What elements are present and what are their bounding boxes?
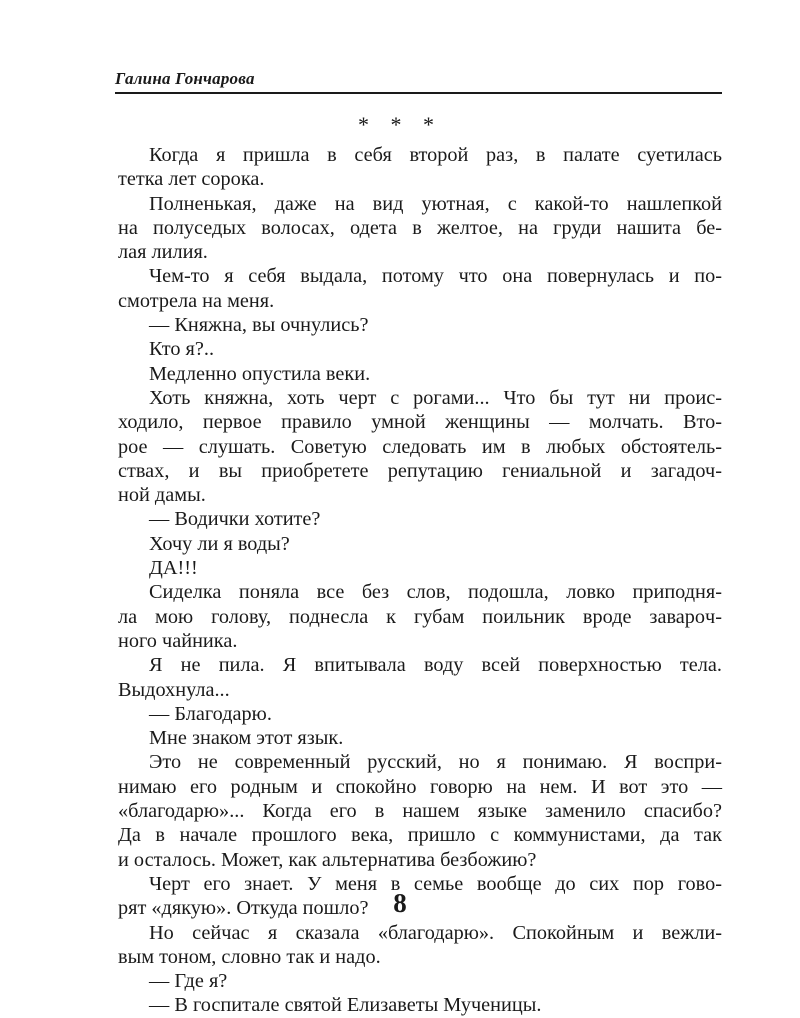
running-header: [115, 68, 722, 94]
text-line: Полненькая, даже на вид уютная, с какой-то нашлепкой: [149, 192, 722, 215]
text-line: рое — слушать. Советую следовать им в любых обстоятель-: [118, 435, 722, 458]
text-line: «благодарю»... Когда его в нашем языке заменило спасибо?: [118, 800, 722, 823]
text-line: на полуседых волосах, одета в желтое, на груди нашита бе-: [118, 216, 722, 239]
text-line: ного чайника.: [118, 629, 238, 652]
text-line: Сиделка поняла все без слов, подошла, ловко приподня-: [149, 581, 722, 604]
text-line: тетка лет сорока.: [118, 168, 265, 191]
text-line: Хочу ли я воды?: [149, 532, 290, 555]
text-line: Мне знаком этот язык.: [149, 727, 344, 750]
text-line: — Благодарю.: [149, 702, 272, 725]
text-line: Медленно опустила веки.: [149, 362, 371, 385]
text-line: — В госпитале святой Елизаветы Мученицы.: [149, 994, 542, 1017]
text-line: Кто я?..: [149, 338, 215, 361]
text-line: Выдохнула...: [118, 678, 230, 701]
text-line: лая лилия.: [118, 241, 208, 264]
text-line: ной дамы.: [118, 484, 206, 507]
text-line: ДА!!!: [149, 557, 198, 580]
text-line: Да в начале прошлого века, пришло с коммунистами, да так: [118, 824, 722, 847]
text-line: ходило, первое правило умной женщины — молчать. Вто-: [118, 411, 722, 434]
text-line: Я не пила. Я впитывала воду всей поверхностью тела.: [149, 654, 722, 677]
text-line: Черт его знает. У меня в семье вообще до сих пор гово-: [149, 872, 722, 895]
text-line: — Водички хотите?: [149, 508, 321, 531]
text-line: Когда я пришла в себя второй раз, в палате суетилась: [149, 144, 722, 166]
text-line: Чем-то я себя выдала, потому что она повернулась и по-: [149, 265, 722, 288]
text-line: Но сейчас я сказала «благодарю». Спокойным и вежли-: [149, 921, 722, 944]
text-line: рят «дякую». Откуда пошло?: [118, 897, 369, 920]
text-line: нимаю его родным и спокойно говорю на нем. И вот это —: [118, 775, 722, 798]
text-line: смотрела на меня.: [118, 289, 275, 312]
body-text: [118, 143, 722, 1018]
text-line: и осталось. Может, как альтернатива безбожию?: [118, 848, 537, 871]
section-separator: * * *: [358, 112, 442, 137]
text-line: ствах, и вы приобретете репутацию гениальной и загадоч-: [118, 459, 722, 482]
text-line: вым тоном, словно так и надо.: [118, 945, 381, 968]
text-line: ла мою голову, поднесла к губам поильник вроде заварoч-: [118, 605, 722, 628]
page-number: 8: [393, 888, 407, 918]
text-line: — Где я?: [149, 970, 228, 993]
text-line: — Княжна, вы очнулись?: [149, 314, 369, 337]
author-name: Галина Гончарова: [115, 69, 255, 88]
text-line: Это не современный русский, но я понимаю. Я воспри-: [149, 751, 722, 774]
text-line: Хоть княжна, хоть черт с рогами... Что бы тут ни проис-: [149, 386, 722, 409]
